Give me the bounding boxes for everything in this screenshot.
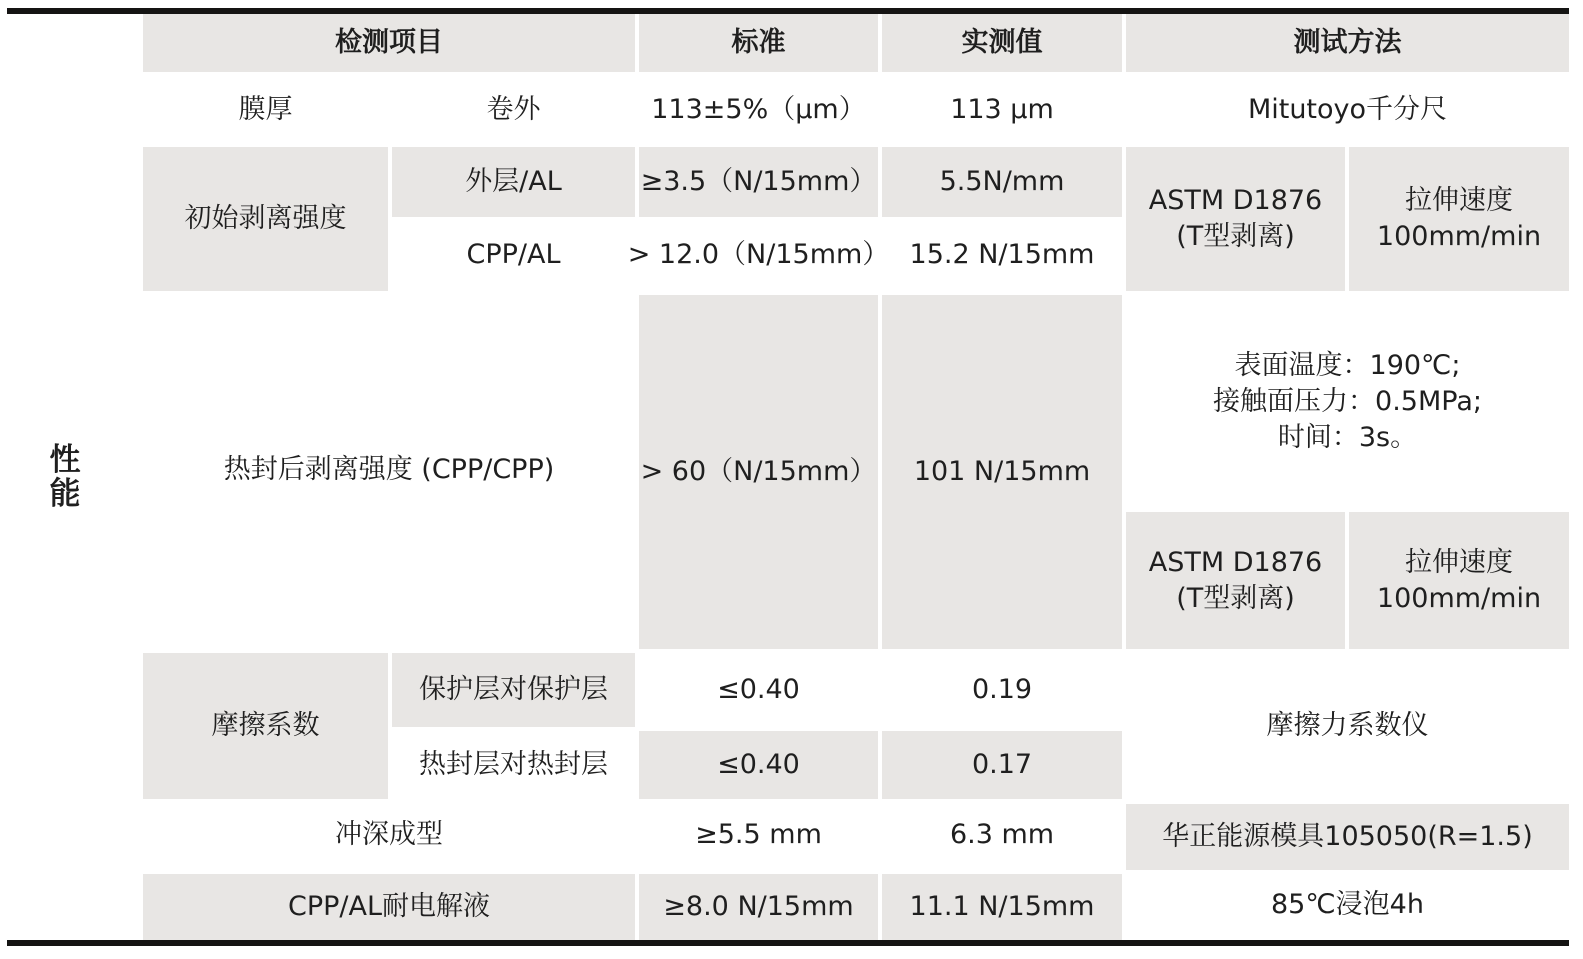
method-line: ASTM D1876: [1148, 185, 1323, 216]
cell-initial-peel-outer-measured: 5.5N/mm: [882, 147, 1122, 217]
cell-initial-peel-item: 初始剥离强度: [143, 147, 388, 291]
method-line: 100mm/min: [1376, 582, 1542, 614]
cell-deep-draw-measured: 6.3 mm: [949, 819, 1055, 850]
cell-film-method: Mitutoyo千分尺: [1247, 93, 1448, 125]
cell-friction-protect-sub: 保护层对保护层: [392, 653, 635, 727]
cell-film-sub: 卷外: [486, 93, 541, 125]
header-col-standard: 标准: [639, 14, 878, 72]
cell-friction-seal-standard: ≤0.40: [639, 731, 878, 799]
cell-electrolyte-standard: ≥8.0 N/15mm: [639, 874, 878, 940]
method-line: (T型剥离): [1176, 582, 1295, 614]
condition-line: 接触面压力：0.5MPa;: [1213, 385, 1482, 417]
cell-heat-seal-method-speed: [1349, 512, 1569, 649]
cell-heat-seal-standard: > 60（N/15mm）: [639, 295, 878, 649]
cell-friction-protect-standard: ≤0.40: [717, 674, 800, 705]
cell-initial-peel-outer-standard: ≥3.5（N/15mm）: [639, 147, 878, 217]
cell-electrolyte-measured: 11.1 N/15mm: [882, 874, 1122, 940]
cell-initial-peel-method-standard: [1126, 147, 1345, 291]
row-group-label-performance: [38, 443, 92, 511]
cell-initial-peel-outer-sub: 外层/AL: [392, 147, 635, 217]
condition-line: 时间：3s。: [1277, 421, 1418, 453]
method-line: 100mm/min: [1376, 221, 1542, 252]
cell-film-standard: 113±5%（μm）: [651, 93, 866, 125]
header-col-method: 测试方法: [1126, 14, 1569, 72]
cell-heat-seal-conditions: [1126, 295, 1569, 508]
cell-friction-item: 摩擦系数: [143, 653, 388, 799]
cell-initial-peel-cpp-measured: 15.2 N/15mm: [909, 239, 1095, 270]
cell-heat-seal-measured: 101 N/15mm: [882, 295, 1122, 649]
condition-line: 表面温度：190℃;: [1234, 349, 1461, 381]
cell-electrolyte-item: CPP/AL耐电解液: [143, 874, 635, 940]
method-line: 拉伸速度: [1405, 185, 1513, 216]
performance-label-char: 性: [49, 442, 81, 478]
header-col-item: 检测项目: [143, 14, 635, 72]
cell-initial-peel-cpp-sub: CPP/AL: [466, 239, 561, 270]
cell-initial-peel-cpp-standard: > 12.0（N/15mm）: [627, 239, 890, 270]
cell-friction-protect-measured: 0.19: [971, 674, 1033, 705]
method-line: ASTM D1876: [1148, 546, 1323, 578]
cell-heat-seal-method-standard: [1126, 512, 1345, 649]
cell-heat-seal-item: 热封后剥离强度 (CPP/CPP): [223, 454, 555, 485]
cell-friction-method: 摩擦力系数仪: [1266, 710, 1429, 741]
performance-label-char: 能: [49, 476, 81, 512]
cell-electrolyte-method: 85℃浸泡4h: [1271, 889, 1424, 920]
cell-film-item: 膜厚: [238, 93, 293, 125]
header-col-measured: 实测值: [882, 14, 1122, 72]
cell-deep-draw-standard: ≥5.5 mm: [695, 819, 822, 850]
method-line: 拉伸速度: [1405, 546, 1513, 578]
cell-deep-draw-method: 华正能源模具105050(R=1.5): [1126, 804, 1569, 870]
bottom-rule: [7, 940, 1569, 946]
cell-film-measured: 113 μm: [950, 93, 1054, 125]
cell-deep-draw-item: 冲深成型: [335, 819, 443, 850]
cell-friction-seal-measured: 0.17: [882, 731, 1122, 799]
cell-friction-seal-sub: 热封层对热封层: [419, 749, 608, 780]
cell-initial-peel-method-speed: [1349, 147, 1569, 291]
method-line: (T型剥离): [1176, 221, 1295, 252]
